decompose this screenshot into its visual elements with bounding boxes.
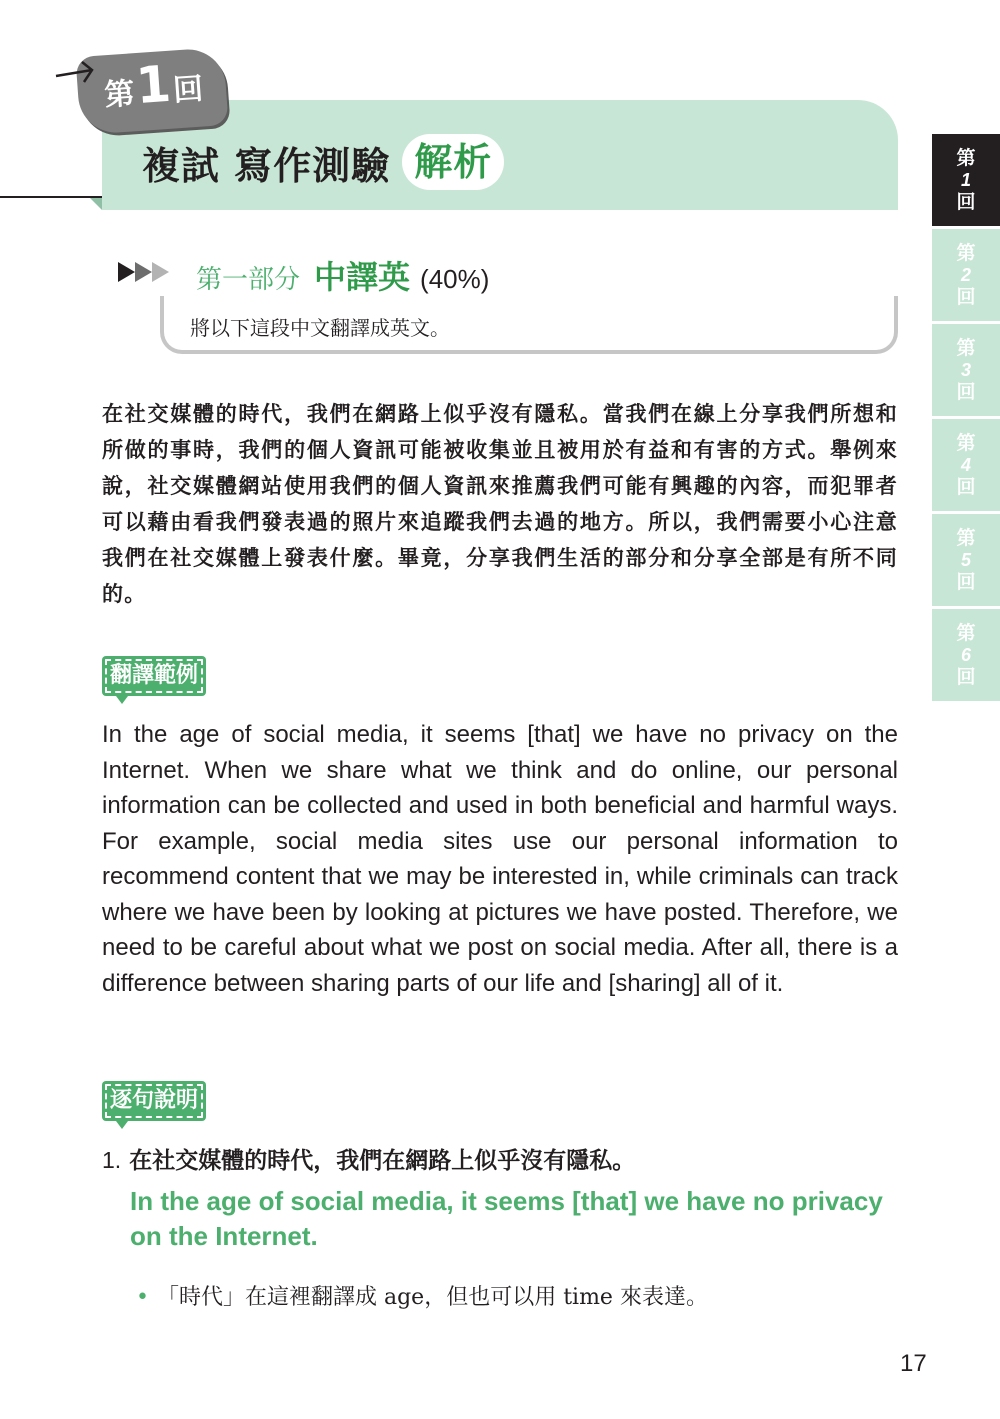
part-heading [196,252,489,298]
header-rule [0,196,102,198]
side-tab-round-5[interactable] [932,514,1000,606]
side-tab-num: 1 [960,170,971,190]
item-number: 1. [102,1147,122,1173]
side-tab-bottom: 回 [956,666,976,688]
side-tab-top: 第 [956,527,976,549]
side-tab-round-6[interactable] [932,609,1000,701]
side-tabs [932,134,1000,704]
round-number: 1 [133,54,173,116]
side-tab-round-4[interactable] [932,419,1000,511]
part-percent: (40%) [420,264,490,294]
title-highlight: 解析 [402,134,504,190]
side-tab-round-2[interactable] [932,229,1000,321]
side-tab-round-1[interactable] [932,134,1000,226]
side-tab-round-3[interactable] [932,324,1000,416]
side-tab-bottom: 回 [956,476,976,498]
title-main: 複試 寫作測驗 [142,143,391,188]
note-text: 「時代」在這裡翻譯成 age，但也可以用 time 來表達。 [156,1285,708,1310]
side-tab-top: 第 [956,337,976,359]
part-name: 中譯英 [314,258,411,296]
round-prefix: 第 [103,76,136,114]
example-tag-tail [116,696,128,704]
example-translation: In the age of social media, it seems [that] we have no privacy on the Internet. When we share what we think and do online, our personal information can be collected and used in both beneficial and harmful ways. For example, social media sites use our personal information to recommend content that we may be interested in, while criminals can track where we have been by looking at pictures we have posted. Therefore, we need to be careful about what we post on social media. After all, there is a difference between sharing parts of our life and [sharing] all of it. [102,721,898,997]
side-tab-num: 5 [960,550,971,570]
item-note [136,1280,708,1311]
bullet-icon: • [136,1285,149,1310]
item-chinese-text: 在社交媒體的時代，我們在網路上似乎沒有隱私。 [129,1148,636,1174]
side-tab-bottom: 回 [956,381,976,403]
side-tab-top: 第 [956,242,976,264]
side-tab-top: 第 [956,432,976,454]
side-tab-num: 4 [960,455,971,475]
page-number: 17 [900,1350,927,1377]
header-fold [88,196,102,210]
instruction-text: 將以下這段中文翻譯成英文。 [190,316,450,340]
side-tab-bottom: 回 [956,286,976,308]
side-tab-num: 3 [960,360,971,380]
explain-tag: 逐句說明 [102,1081,206,1121]
item-chinese [102,1142,635,1175]
explain-tag-tail [116,1121,128,1129]
part-label: 第一部分 [196,265,301,295]
side-tab-num: 2 [960,265,971,285]
side-tab-bottom: 回 [956,571,976,593]
side-tab-top: 第 [956,147,976,169]
item-english: In the age of social media, it seems [that] we have no privacy on the Internet. [130,1186,883,1251]
side-tab-num: 6 [960,645,971,665]
triple-arrow-icon [118,262,169,282]
round-suffix: 回 [172,71,205,109]
round-label [102,54,205,116]
side-tab-bottom: 回 [956,191,976,213]
side-tab-top: 第 [956,622,976,644]
page-title [142,134,504,190]
pointer-arrow-icon [54,60,98,88]
chinese-passage: 在社交媒體的時代，我們在網路上似乎沒有隱私。當我們在線上分享我們所想和所做的事時，我們的個人資訊可能被收集並且被用於有益和有害的方式。舉例來說，社交媒體網站使用我們的個人資訊來推薦我們可能有興趣的內容，而犯罪者可以藉由看我們發表過的照片來追蹤我們去過的地方。所以，我們需要小心注意我們在社交媒體上發表什麼。畢竟，分享我們生活的部分和分享全部是有所不同的。 [102,402,898,606]
example-tag: 翻譯範例 [102,656,206,696]
